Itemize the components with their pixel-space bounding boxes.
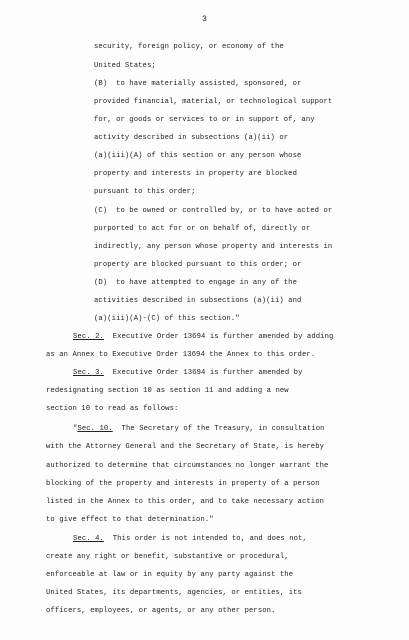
page-number: 3	[201, 15, 207, 24]
section-text: Executive Order 13694 is further amended by	[103, 369, 303, 377]
text-line: officers, employees, or agents, or any other person.	[46, 607, 276, 615]
text-line: listed in the Annex to this order, and to take necessary action	[46, 498, 325, 506]
section-2-first-line	[73, 333, 333, 342]
text-line: with the Attorney General and the Secretary of State, is hereby	[46, 443, 325, 451]
section-text: This order is not intended to, and does not,	[103, 535, 307, 543]
section-heading: Sec. 2.	[73, 333, 104, 341]
section-10-first-line	[73, 425, 325, 434]
text-line: enforceable at law or in equity by any party against the	[46, 571, 294, 579]
text-line: (a)(iii)(A) of this section or any person whose	[94, 152, 302, 160]
text-line: pursuant to this order;	[94, 188, 196, 196]
text-line: security, foreign policy, or economy of the	[94, 43, 284, 51]
text-line: (D) to have attempted to engage in any of the	[94, 279, 298, 287]
text-line: (a)(iii)(A)-(C) of this section."	[94, 315, 240, 323]
text-line: to give effect to that determination."	[46, 516, 214, 524]
text-line: for, or goods or services to or in support of, any	[94, 116, 315, 124]
text-line: (B) to have materially assisted, sponsored, or	[94, 80, 302, 88]
text-line: (C) to be owned or controlled by, or to have acted or	[94, 207, 333, 215]
section-3-first-line	[73, 369, 303, 378]
quote-mark: "	[73, 425, 78, 433]
section-heading: Sec. 10.	[77, 425, 113, 433]
text-line: section 10 to read as follows:	[46, 405, 179, 413]
text-line: activities described in subsections (a)(ii) and	[94, 297, 302, 305]
text-line: authorized to determine that circumstances no longer warrant the	[46, 462, 329, 470]
text-line: property are blocked pursuant to this order; or	[94, 261, 302, 269]
text-line: redesignating section 10 as section 11 and adding a new	[46, 387, 289, 395]
text-line: United States;	[94, 62, 156, 70]
text-line: blocking of the property and interests in property of a person	[46, 480, 320, 488]
section-text: Executive Order 13694 is further amended by adding	[103, 333, 334, 341]
text-line: purported to act for or on behalf of, directly or	[94, 225, 311, 233]
text-line: United States, its departments, agencies, or entities, its	[46, 589, 302, 597]
text-line: provided financial, material, or technological support	[94, 98, 333, 106]
text-line: activity described in subsections (a)(ii) or	[94, 134, 289, 142]
text-line: as an Annex to Executive Order 13694 the Annex to this order.	[46, 351, 316, 359]
section-text: The Secretary of the Treasury, in consultation	[112, 425, 325, 433]
section-4-first-line	[73, 535, 307, 544]
section-heading: Sec. 4.	[73, 535, 104, 543]
text-line: property and interests in property are blocked	[94, 170, 298, 178]
text-line: indirectly, any person whose property and interests in	[94, 243, 333, 251]
section-heading: Sec. 3.	[73, 369, 104, 377]
text-line: create any right or benefit, substantive or procedural,	[46, 553, 289, 561]
